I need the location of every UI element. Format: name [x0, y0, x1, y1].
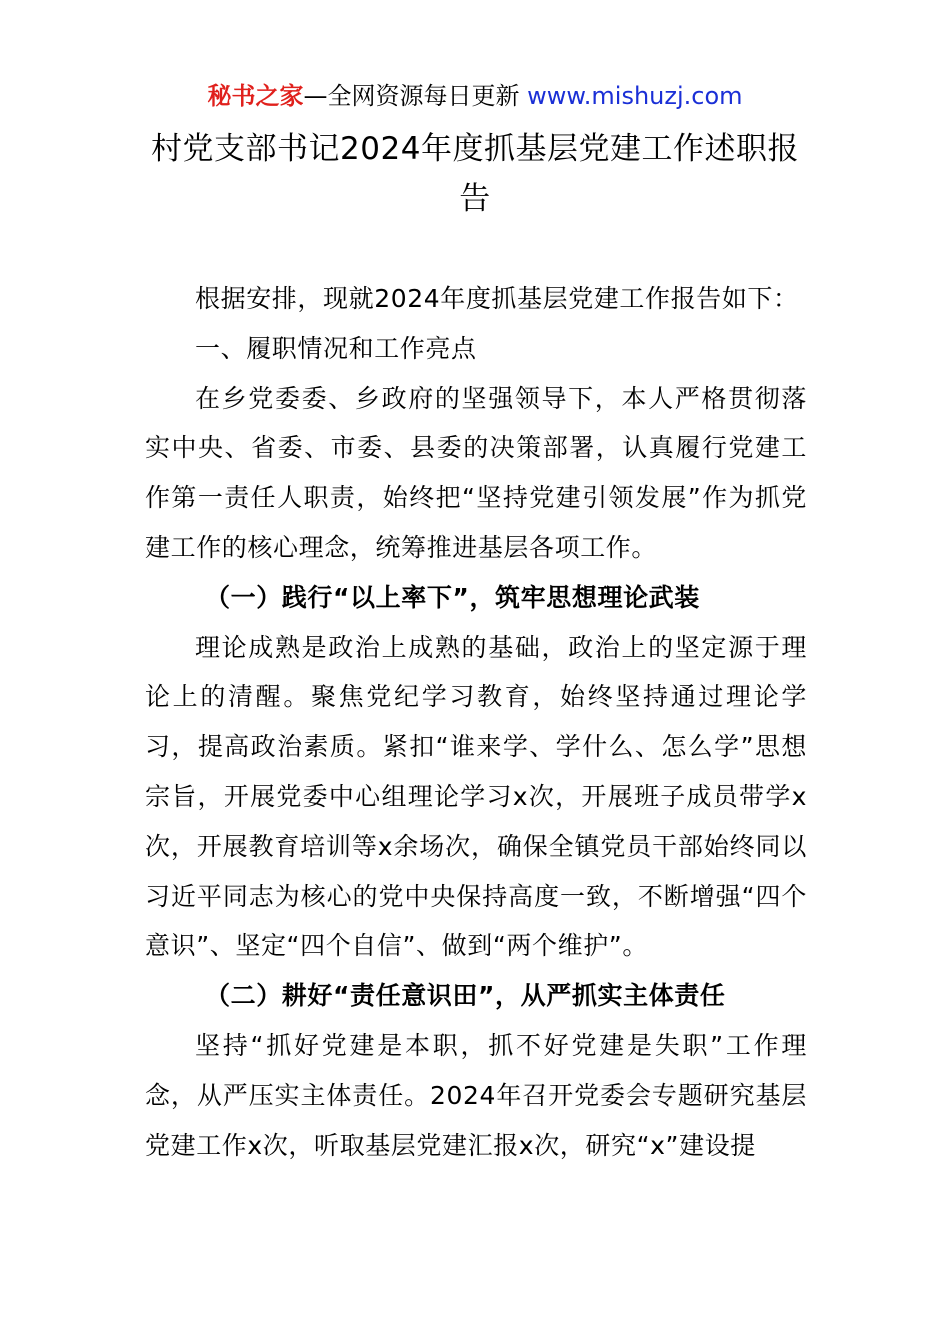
site-url-link[interactable]: www.mishuzj.com: [527, 82, 743, 110]
section-heading: 一、履职情况和工作亮点: [195, 333, 477, 363]
document-body: [145, 274, 807, 1170]
body-paragraph: 理论成熟是政治上成熟的基础，政治上的坚定源于理论上的清醒。聚焦党纪学习教育，始终坚持通过理论学习，提高政治素质。紧扣“谁来学、学什么、怎么学”思想宗旨，开展党委中心组理论学习x次，开展班子成员带学x次，开展教育培训等x余场次，确保全镇党员干部始终同以习近平同志为核心的党中央保持高度一致，不断增强“四个意识”、坚定“四个自信”、做到“两个维护”。: [145, 632, 807, 961]
body-paragraph: 在乡党委委、乡政府的坚强领导下，本人严格贯彻落实中央、省委、市委、县委的决策部署，认真履行党建工作第一责任人职责，始终把“坚持党建引领发展”作为抓党建工作的核心理念，统筹推进基层各项工作。: [145, 383, 807, 562]
body-paragraph: 坚持“抓好党建是本职，抓不好党建是失职”工作理念，从严压实主体责任。2024年召开党委会专题研究基层党建工作x次，听取基层党建汇报x次，研究“x”建设提: [145, 1030, 807, 1160]
brand-name: 秘书之家: [207, 82, 304, 110]
document-title: 村党支部书记2024年度抓基层党建工作述职报告: [151, 131, 799, 217]
header-slogan: —全网资源每日更新: [303, 82, 528, 110]
site-header: [0, 78, 950, 114]
intro-paragraph: 根据安排，现就2024年度抓基层党建工作报告如下：: [195, 284, 799, 313]
subsection-heading: （二）耕好“责任意识田”，从严抓实主体责任: [205, 981, 726, 1011]
subsection-heading: （一）践行“以上率下”，筑牢思想理论武装: [205, 582, 700, 612]
